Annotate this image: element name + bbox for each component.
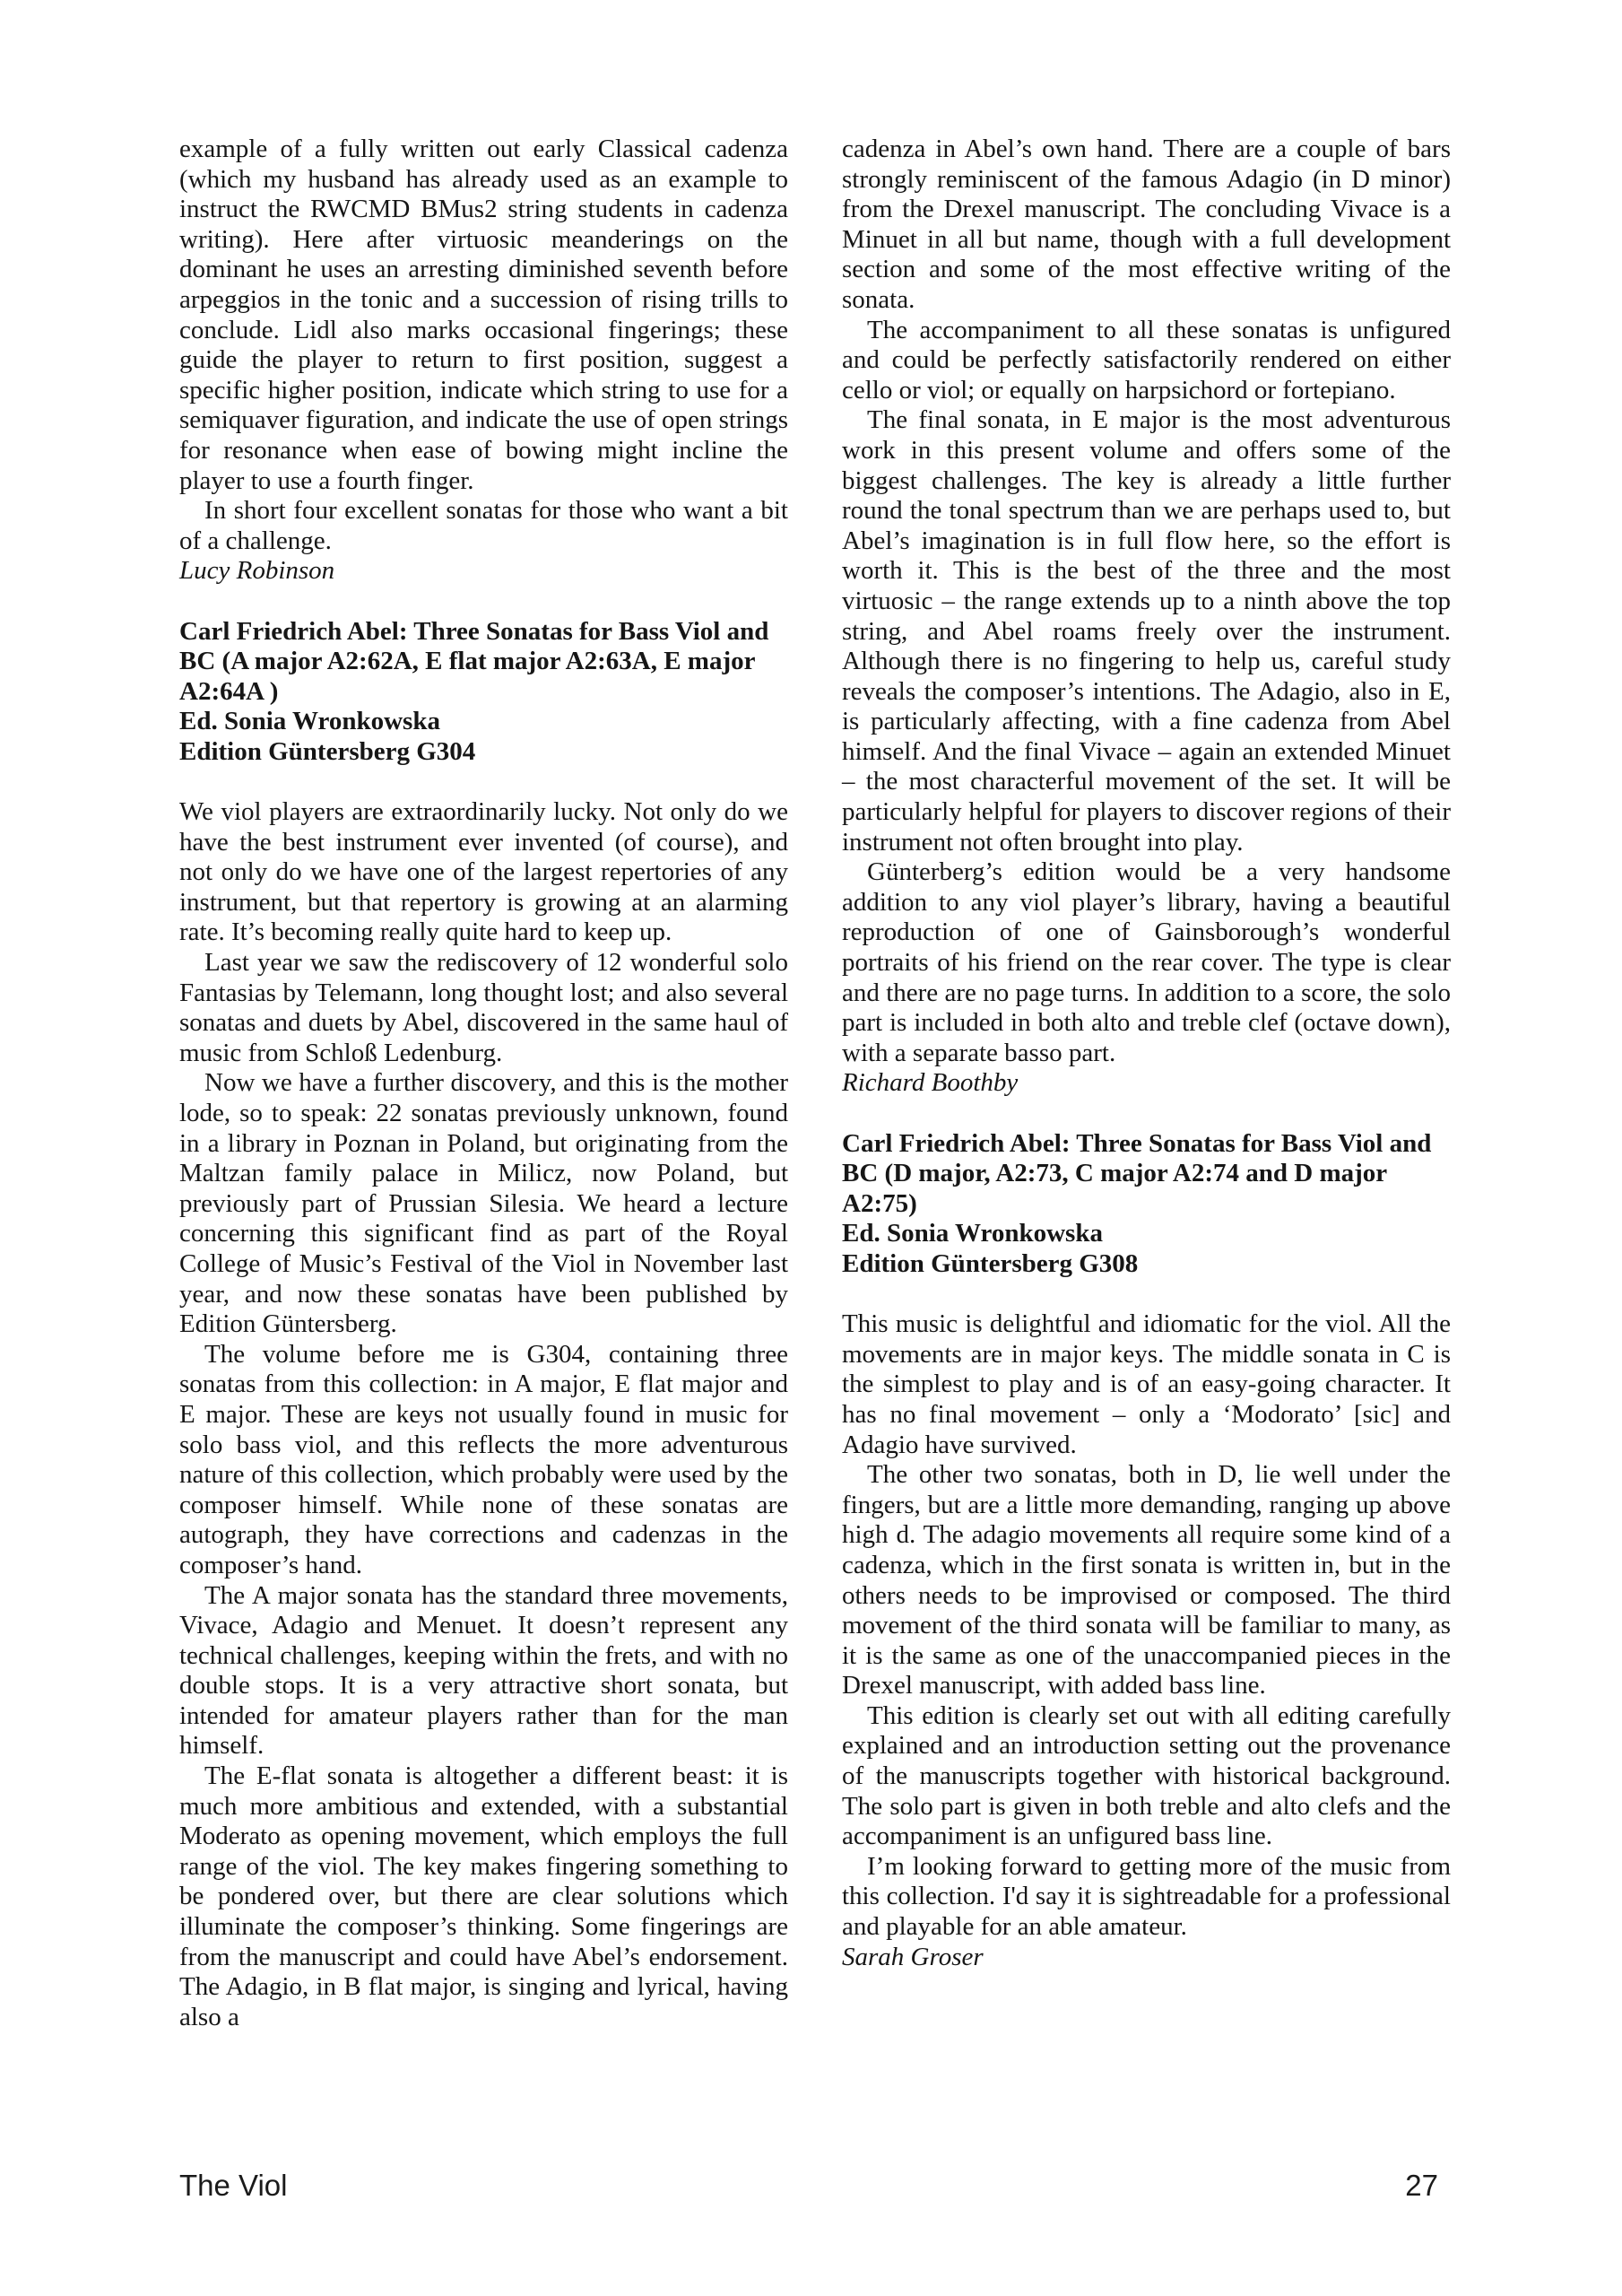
body-paragraph: Günterberg’s edition would be a very handsome addition to any viol player’s library, having a beautiful reproduction of one of Gainsborough’s wonderful portraits of his friend on the rear cover. The type is clear and there are no page turns. In addition to a score, the solo part is included in both alto and treble clef (octave down), with a separate basso part. <box>842 857 1451 1067</box>
body-paragraph: example of a fully written out early Classical cadenza (which my husband has already used as an example to instruct the RWCMD BMus2 string students in cadenza writing). Here after virtuosic meanderings on the dominant he uses an arresting diminished seventh before arpeggios in the tonic and a succession of rising trills to conclude. Lidl also marks occasional fingerings; these guide the player to return to first position, suggest a specific higher position, indicate which string to use for a semiquaver figuration, and indicate the use of open strings for resonance when ease of bowing might incline the player to use a fourth finger. <box>179 135 788 495</box>
body-paragraph: In short four excellent sonatas for those who want a bit of a challenge. <box>179 496 788 555</box>
body-paragraph: Now we have a further discovery, and this is the mother lode, so to speak: 22 sonatas previously unknown, found in a library in Poznan in Poland, but originating from the Maltzan family palace in Milicz, now Poland, but previously part of Prussian Silesia. We heard a lecture concerning this significant find as part of the Royal College of Music’s Festival of the Viol in November last year, and now these sonatas have been published by Edition Güntersberg. <box>179 1068 788 1339</box>
body-paragraph: We viol players are extraordinarily lucky. Not only do we have the best instrument ever invented (of course), and not only do we have one of the largest repertories of any instrument, but that repertory is growing at an alarming rate. It’s becoming really quite hard to keep up. <box>179 797 788 947</box>
body-paragraph: The final sonata, in E major is the most adventurous work in this present volume and offers some of the biggest challenges. The key is already a little further round the tonal spectrum than we are perhaps used to, but Abel’s imagination is in full flow here, so the effort is worth it. This is the best of the three and the most virtuosic – the range extends up to a ninth above the top string, and Abel roams freely over the instrument. Although there is no fingering to help us, careful study reveals the composer’s intentions. The Adagio, also in E, is particularly affecting, with a fine cadenza from Abel himself. And the final Vivace – again an extended Minuet – the most characterful movement of the set. It will be particularly helpful for players to discover regions of their instrument not often brought into play. <box>842 405 1451 857</box>
body-paragraph: The E-flat sonata is altogether a different beast: it is much more ambitious and extended, with a substantial Moderato as opening movement, which employs the full range of the viol. The key makes fingering something to be pondered over, but there are clear solutions which illuminate the composer’s thinking. Some fingerings are from the manuscript and could have Abel’s endorsement. The Adagio, in B flat major, is singing and lyrical, having also a <box>179 1761 788 2031</box>
footer-page-number: 27 <box>1405 2169 1438 2202</box>
footer-journal-title: The Viol <box>179 2169 288 2202</box>
body-paragraph: The other two sonatas, both in D, lie well under the fingers, but are a little more demanding, ranging up above high d. The adagio movements all require some kind of a cadenza, which in the first sonata is written in, but in the others needs to be improvised or composed. The third movement of the third sonata will be familiar to many, as it is the same as one of the unaccompanied pieces in the Drexel manuscript, with added bass line. <box>842 1460 1451 1700</box>
body-paragraph: This edition is clearly set out with all editing carefully explained and an introduction setting out the provenance of the manuscripts together with historical background. The solo part is given in both treble and alto clefs and the accompaniment is an unfigured bass line. <box>842 1700 1451 1851</box>
review-heading: Carl Friedrich Abel: Three Sonatas for Bass Viol and BC (A major A2:62A, E flat major A2:63A, E major A2:64A ) <box>179 616 769 706</box>
review-heading: Carl Friedrich Abel: Three Sonatas for Bass Viol and BC (D major, A2:73, C major A2:74 and D major A2:75) <box>842 1128 1432 1218</box>
review-heading: Ed. Sonia Wronkowska <box>842 1219 1103 1248</box>
reviewer-byline: Sarah Groser <box>842 1942 984 1971</box>
review-heading: Edition Güntersberg G304 <box>179 736 476 766</box>
body-paragraph: The A major sonata has the standard three movements, Vivace, Adagio and Menuet. It doesn’t represent any technical challenges, keeping within the frets, and with no double stops. It is a very attractive short sonata, but intended for amateur players rather than for the man himself. <box>179 1580 788 1761</box>
review-heading: Ed. Sonia Wronkowska <box>179 707 440 736</box>
reviewer-byline: Richard Boothby <box>842 1068 1019 1098</box>
review-heading: Edition Güntersberg G308 <box>842 1248 1139 1278</box>
body-paragraph: The volume before me is G304, containing three sonatas from this collection: in A major, E flat major and E major. These are keys not usually found in music for solo bass viol, and this reflects the more adventurous nature of this collection, which probably were used by the composer himself. While none of these sonatas are autograph, they have corrections and cadenzas in the composer’s hand. <box>179 1339 788 1579</box>
page-footer <box>179 2169 1438 2203</box>
left-column <box>179 135 788 2032</box>
body-paragraph: Last year we saw the rediscovery of 12 wonderful solo Fantasias by Telemann, long thought lost; and also several sonatas and duets by Abel, discovered in the same haul of music from Schloß Ledenburg. <box>179 948 788 1067</box>
right-column <box>842 135 1451 2032</box>
reviewer-byline: Lucy Robinson <box>179 556 335 586</box>
body-paragraph: cadenza in Abel’s own hand. There are a couple of bars strongly reminiscent of the famous Adagio (in D minor) from the Drexel manuscript. The concluding Vivace is a Minuet in all but name, though with a full development section and some of the most effective writing of the sonata. <box>842 135 1451 314</box>
review-text-columns <box>179 135 1451 2032</box>
body-paragraph: The accompaniment to all these sonatas is unfigured and could be perfectly satisfactorily rendered on either cello or viol; or equally on harpsichord or fortepiano. <box>842 315 1451 404</box>
body-paragraph: I’m looking forward to getting more of the music from this collection. I'd say it is sightreadable for a professional and playable for an able amateur. <box>842 1851 1451 1942</box>
body-paragraph: This music is delightful and idiomatic for the viol. All the movements are in major keys. The middle sonata in C is the simplest to play and is of an easy-going character. It has no final movement – only a ‘Modorato’ [sic] and Adagio have survived. <box>842 1309 1451 1459</box>
